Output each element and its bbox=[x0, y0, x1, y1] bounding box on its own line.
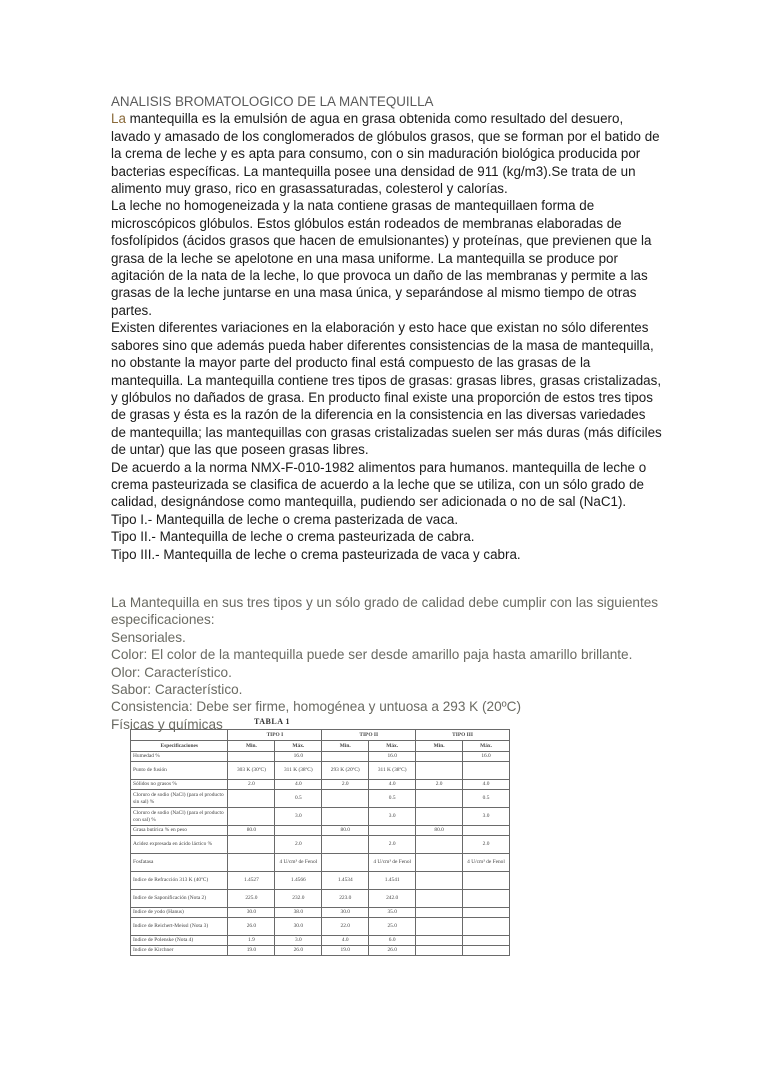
specifications-table-image bbox=[130, 729, 510, 956]
consistencia-spec: Consistencia: Debe ser firme, homogénea y untuosa a 293 K (20ºC) bbox=[111, 699, 521, 715]
table-cell bbox=[322, 808, 369, 826]
table-cell: 242.0 bbox=[369, 890, 416, 908]
col-header-min: Min. bbox=[322, 741, 369, 752]
table-cell: 303 K (30ºC) bbox=[228, 762, 275, 780]
table-cell: 26.0 bbox=[228, 918, 275, 936]
table-cell: 1.4541 bbox=[369, 872, 416, 890]
table-row bbox=[131, 946, 510, 956]
table-cell: 4 U/cm³ de Fenol bbox=[369, 854, 416, 872]
table-cell-spec: Acidez expresada en ácido láctico % bbox=[131, 836, 228, 854]
table-cell: 4.0 bbox=[322, 936, 369, 946]
table-cell bbox=[228, 854, 275, 872]
table-cell bbox=[463, 908, 510, 918]
olor-spec: Olor: Característico. bbox=[111, 664, 232, 680]
tipo-2-line: Tipo II.- Mantequilla de leche o crema pasteurizada de cabra. bbox=[111, 529, 475, 545]
tipo-3-line: Tipo III.- Mantequilla de leche o crema pasteurizada de vaca y cabra. bbox=[111, 546, 521, 562]
table-cell-spec: Indice de yodo (Hanus) bbox=[131, 908, 228, 918]
table-row bbox=[131, 780, 510, 790]
group-header-tipo-3: TIPO III bbox=[416, 730, 510, 741]
table-row bbox=[131, 854, 510, 872]
document-title: ANALISIS BROMATOLOGICO DE LA MANTEQUILLA bbox=[111, 94, 434, 109]
table-cell-spec: Punto de fusión bbox=[131, 762, 228, 780]
table-row bbox=[131, 808, 510, 826]
table-cell-spec: Cloruro de sodio (NaCl) (para el producto sin sal) % bbox=[131, 790, 228, 808]
specifications-intro: La Mantequilla en sus tres tipos y un sólo grado de calidad debe cumplir con las siguientes especificaciones: bbox=[111, 594, 659, 628]
table-cell: 30.0 bbox=[275, 918, 322, 936]
table-cell bbox=[416, 890, 463, 908]
table-row bbox=[131, 790, 510, 808]
table-cell: 16.0 bbox=[369, 752, 416, 762]
table-cell: 1.9 bbox=[228, 936, 275, 946]
table-row bbox=[131, 762, 510, 780]
paragraph-definition bbox=[111, 110, 663, 197]
table-group-header-row bbox=[131, 730, 510, 741]
table-cell bbox=[416, 872, 463, 890]
table-cell: 2.0 bbox=[322, 780, 369, 790]
col-header-min: Min. bbox=[228, 741, 275, 752]
table-cell: 38.0 bbox=[275, 908, 322, 918]
table-cell bbox=[228, 836, 275, 854]
table-row bbox=[131, 936, 510, 946]
table-cell bbox=[416, 918, 463, 936]
table-cell-spec: Sólidos no grasos % bbox=[131, 780, 228, 790]
table-cell bbox=[463, 946, 510, 956]
table-cell: 1.4566 bbox=[275, 872, 322, 890]
table-cell: 223.0 bbox=[322, 890, 369, 908]
table-cell-spec: Indice de Saponificación (Nota 2) bbox=[131, 890, 228, 908]
table-cell-spec: Fosfatasa bbox=[131, 854, 228, 872]
specifications-table bbox=[130, 729, 510, 956]
table-cell bbox=[322, 854, 369, 872]
table-cell: 293 K (20ºC) bbox=[322, 762, 369, 780]
table-cell bbox=[416, 936, 463, 946]
table-row bbox=[131, 908, 510, 918]
fisicas-heading: Físicas y químicas bbox=[111, 716, 223, 732]
table-cell: 19.0 bbox=[322, 946, 369, 956]
table-cell bbox=[416, 836, 463, 854]
table-cell: 2.0 bbox=[275, 836, 322, 854]
table-cell: 26.0 bbox=[369, 946, 416, 956]
table-cell: 0.5 bbox=[275, 790, 322, 808]
table-cell-spec: Indice de Polenske (Nota 4) bbox=[131, 936, 228, 946]
table-cell-spec: Indice de Refracción 313 K (40ºC) bbox=[131, 872, 228, 890]
table-cell: 1.4534 bbox=[322, 872, 369, 890]
table-cell bbox=[228, 790, 275, 808]
group-header-tipo-1: TIPO I bbox=[228, 730, 322, 741]
table-cell: 80.0 bbox=[416, 826, 463, 836]
col-header-min: Min. bbox=[416, 741, 463, 752]
group-header-empty bbox=[131, 730, 228, 741]
table-row bbox=[131, 890, 510, 908]
table-cell bbox=[416, 790, 463, 808]
table-cell: 2.0 bbox=[416, 780, 463, 790]
table-cell: 3.0 bbox=[275, 808, 322, 826]
table-cell: 2.0 bbox=[463, 836, 510, 854]
table-cell: 3.0 bbox=[275, 936, 322, 946]
table-cell: 1.4527 bbox=[228, 872, 275, 890]
table-cell bbox=[463, 890, 510, 908]
tipo-1-line: Tipo I.- Mantequilla de leche o crema pasterizada de vaca. bbox=[111, 511, 459, 527]
table-cell: 4.0 bbox=[369, 780, 416, 790]
table-cell bbox=[228, 752, 275, 762]
document-body bbox=[111, 93, 663, 733]
section-spacer bbox=[111, 563, 663, 594]
paragraph-globules: La leche no homogeneizada y la nata contiene grasas de mantequillaen forma de microscópicos glóbulos. Estos glóbulos están rodeados de membranas elaboradas de fosfolípidos (ácidos grasos que hacen de emulsionantes) y proteínas, que previenen que la grasa de la leche se apelotone en una masa uniforme. La mantequilla se produce por agitación de la nata de la leche, lo que provoca un daño de las membranas y permite a las grasas de la leche juntarse en una masa única, y separándose al mismo tiempo de otras partes. bbox=[111, 198, 652, 318]
col-header-especificaciones: Especificaciones bbox=[131, 741, 228, 752]
table-cell bbox=[322, 790, 369, 808]
table-cell-spec: Cloruro de sodio (NaCl) (para el producto con sal) % bbox=[131, 808, 228, 826]
color-spec: Color: El color de la mantequilla puede ser desde amarillo paja hasta amarillo brillante. bbox=[111, 647, 633, 663]
table-cell: 225.0 bbox=[228, 890, 275, 908]
table-cell bbox=[463, 762, 510, 780]
table-cell: 22.0 bbox=[322, 918, 369, 936]
table-cell bbox=[416, 908, 463, 918]
paragraph-variations: Existen diferentes variaciones en la elaboración y esto hace que existan no sólo diferentes sabores sino que además pueda haber diferentes consistencias de la masa de mantequilla, no obstante la mayor parte del producto final está compuesto de las grasas de la mantequilla. La mantequilla contiene tres tipos de grasas: grasas libres, grasas cristalizadas, y glóbulos no dañados de grasa. En producto final existe una proporción de estos tres tipos de grasas y ésta es la razón de la diferencia en la consistencia en las diversas variedades de mantequilla; las mantequillas con grasas cristalizadas suelen ser más duras (más difíciles de untar) que las que poseen grasas libres. bbox=[111, 320, 662, 458]
table-cell: 232.0 bbox=[275, 890, 322, 908]
table-cell bbox=[416, 946, 463, 956]
table-cell: 2.0 bbox=[228, 780, 275, 790]
table-cell bbox=[322, 752, 369, 762]
table-cell: 16.0 bbox=[463, 752, 510, 762]
table-cell: 30.0 bbox=[228, 908, 275, 918]
table-row bbox=[131, 836, 510, 854]
table-cell: 0.5 bbox=[463, 790, 510, 808]
table-cell: 26.0 bbox=[275, 946, 322, 956]
table-cell: 4 U/cm³ de Fenol bbox=[275, 854, 322, 872]
table-cell: 311 K (38ºC) bbox=[275, 762, 322, 780]
table-title: TABLA 1 bbox=[254, 717, 291, 726]
table-cell-spec: Indice de Reichert-Meissl (Nota 3) bbox=[131, 918, 228, 936]
paragraph-definition-text: mantequilla es la emulsión de agua en grasa obtenida como resultado del desuero, lavado y amasado de los conglomerados de glóbulos grasos, que se forman por el batido de la crema de leche y es apta para consumo, con o sin maduración biológica producida por bacterias específicas. La mantequilla posee una densidad de 911 (kg/m3).Se trata de un alimento muy graso, rico en grasassaturadas, colesterol y calorías. bbox=[111, 111, 660, 197]
table-cell: 6.0 bbox=[369, 936, 416, 946]
table-cell: 19.0 bbox=[228, 946, 275, 956]
table-cell-spec: Indice de Kirchner bbox=[131, 946, 228, 956]
paragraph-lead-word: La bbox=[111, 111, 126, 127]
table-cell: 3.0 bbox=[463, 808, 510, 826]
table-cell: 25.0 bbox=[369, 918, 416, 936]
table-cell-spec: Humedad % bbox=[131, 752, 228, 762]
table-cell bbox=[228, 808, 275, 826]
table-cell: 4.0 bbox=[463, 780, 510, 790]
table-cell: 16.0 bbox=[275, 752, 322, 762]
col-header-max: Máx. bbox=[463, 741, 510, 752]
table-cell bbox=[463, 936, 510, 946]
table-cell bbox=[463, 872, 510, 890]
table-cell bbox=[463, 826, 510, 836]
table-cell: 2.0 bbox=[369, 836, 416, 854]
table-cell-spec: Grasa butírica % en peso bbox=[131, 826, 228, 836]
table-cell: 4 U/cm³ de Fenol bbox=[463, 854, 510, 872]
table-cell bbox=[416, 808, 463, 826]
table-row bbox=[131, 826, 510, 836]
table-row bbox=[131, 752, 510, 762]
table-cell: 0.5 bbox=[369, 790, 416, 808]
table-cell: 35.0 bbox=[369, 908, 416, 918]
sabor-spec: Sabor: Característico. bbox=[111, 682, 243, 697]
table-cell bbox=[463, 918, 510, 936]
col-header-max: Máx. bbox=[369, 741, 416, 752]
group-header-tipo-2: TIPO II bbox=[322, 730, 416, 741]
table-cell bbox=[416, 762, 463, 780]
table-cell bbox=[416, 752, 463, 762]
table-cell: 4.0 bbox=[275, 780, 322, 790]
col-header-max: Máx. bbox=[275, 741, 322, 752]
table-cell bbox=[369, 826, 416, 836]
table-cell bbox=[275, 826, 322, 836]
paragraph-norm: De acuerdo a la norma NMX-F-010-1982 alimentos para humanos. mantequilla de leche o crema pasteurizada se clasifica de acuerdo a la leche que se utiliza, con un sólo grado de calidad, designándose como mantequilla, pudiendo ser adicionada o no de sal (NaC1). bbox=[111, 459, 647, 510]
table-cell: 30.0 bbox=[322, 908, 369, 918]
table-cell: 311 K (38ºC) bbox=[369, 762, 416, 780]
table-column-header-row bbox=[131, 741, 510, 752]
table-cell: 3.0 bbox=[369, 808, 416, 826]
specifications-section bbox=[111, 594, 663, 733]
table-cell: 80.0 bbox=[322, 826, 369, 836]
table-row bbox=[131, 918, 510, 936]
table-cell: 80.0 bbox=[228, 826, 275, 836]
table-row bbox=[131, 872, 510, 890]
sensoriales-heading: Sensoriales. bbox=[111, 629, 186, 645]
table-cell bbox=[416, 854, 463, 872]
table-cell bbox=[322, 836, 369, 854]
